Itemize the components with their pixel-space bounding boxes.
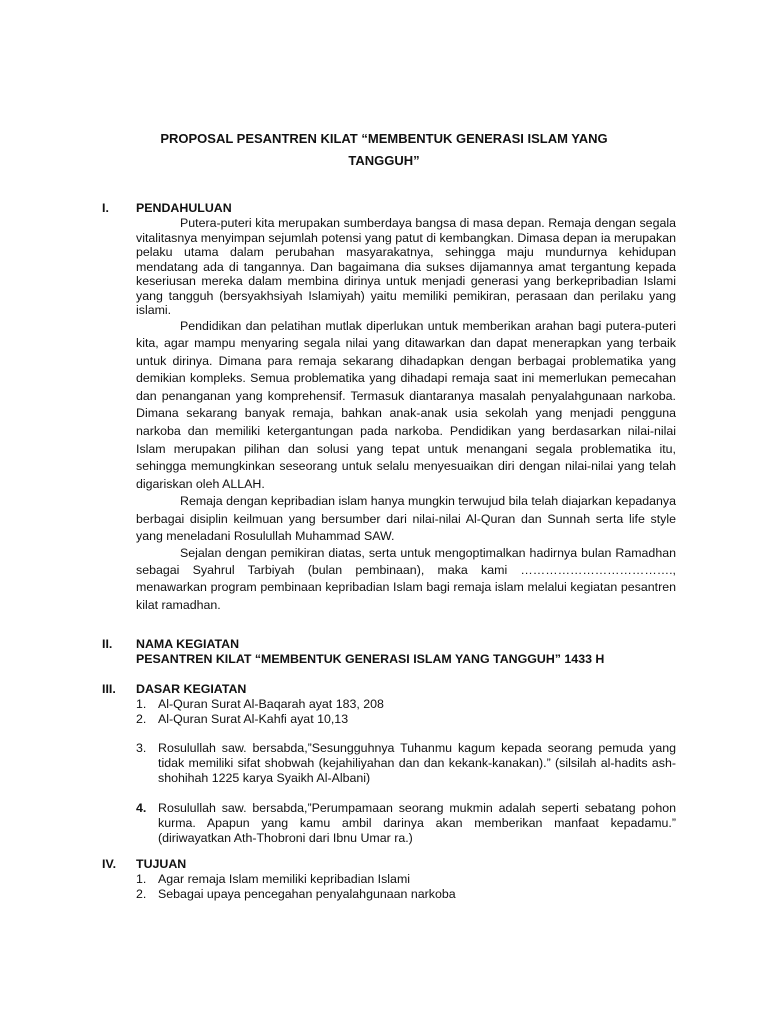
list-item (136, 741, 676, 786)
section-heading: PENDAHULUAN (136, 201, 232, 215)
section-heading: NAMA KEGIATAN (136, 637, 240, 651)
list-number: 1. (136, 872, 147, 886)
section-body (136, 201, 676, 614)
list-text: Agar remaja Islam memiliki kepribadian Islami (158, 872, 411, 886)
event-name: PESANTREN KILAT “MEMBENTUK GENERASI ISLAM YANG TANGGUH” 1433 H (136, 652, 605, 666)
list-text: Rosulullah saw. bersabda,”Sesungguhnya Tuhanmu kagum kepada seorang pemuda yang tidak memiliki sifat shobwah (kejahiliyahan dan dan kekank-kanakan).” (silsilah al-hadits ash-shohihah 1225 karya Syaikh Al-Albani) (158, 741, 676, 785)
paragraph-4: Sejalan dengan pemikiran diatas, serta untuk mengoptimalkan hadirnya bulan Ramadhan sebagai Syahrul Tarbiyah (bulan pembinaan), maka kami ………………………………., menawarkan program pembinaan kepribadian Islam bagi remaja islam melalui kegiatan pesantren kilat ramadhan. (136, 546, 676, 612)
section-numeral: III. (102, 682, 116, 696)
paragraph-1: Putera-puteri kita merupakan sumberdaya bangsa di masa depan. Remaja dengan segala vitalitasnya menyimpan sejumlah potensi yang patut di kembangkan. Dimasa depan ia merupakan pelaku utama dalam perubahan masyarakatnya, sehingga maju mundurnya kehidupan mendatang ada di tangannya. Dan bagaimana dia sukses dijamannya amat tergantung kepada keseriusan mereka dalam membina dirinya untuk menjadi generasi yang berkepribadian Islami yang tangguh (bersyakhsiyah Islamiyah) yaitu memiliki pemikiran, perasaan dan perilaku yang islami. (136, 216, 676, 317)
list-text: Al-Quran Surat Al-Kahfi ayat 10,13 (158, 712, 349, 726)
section-heading: TUJUAN (136, 857, 187, 871)
list-item (136, 801, 676, 846)
list-item (136, 887, 676, 902)
list-item (136, 872, 676, 887)
section-body (136, 682, 676, 846)
paragraph-3: Remaja dengan kepribadian islam hanya mungkin terwujud bila telah diajarkan kepadanya berbagai disiplin keilmuan yang bersumber dari nilai-nilai Al-Quran dan Sunnah serta life style yang meneladani Rosulullah Muhammad SAW. (136, 494, 676, 543)
list-item (136, 697, 676, 712)
paragraph-2: Pendidikan dan pelatihan mutlak diperlukan untuk memberikan arahan bagi putera-puteri kita, agar mampu menyaring segala nilai yang ditawarkan dan dapat menerapkan yang terbaik untuk dirinya. Dimana para remaja sekarang dihadapkan dengan berbagai problematika yang demikian kompleks. Semua problematika yang dihadapi remaja saat ini memerlukan pemecahan dan penanganan yang komprehensif. Termasuk diantaranya masalah penyalahgunaan narkoba. Dimana sekarang banyak remaja, bahkan anak-anak usia sekolah yang menjadi pengguna narkoba dan memiliki ketergantungan pada narkoba. Pendidikan yang berdasarkan nilai-nilai Islam merupakan pilihan dan solusi yang tepat untuk menangani segala problematika itu, sehingga memungkinkan seseorang untuk selalu menyesuaikan diri dengan nilai-nilai yang telah digariskan oleh ALLAH. (136, 318, 676, 491)
list-text: Rosulullah saw. bersabda,”Perumpamaan seorang mukmin adalah seperti sebatang pohon kurma. Apapun yang kamu ambil darinya akan memberikan manfaat kepadamu.” (diriwayatkan Ath-Thobroni dari Ibnu Umar ra.) (158, 801, 676, 845)
list-number: 4. (136, 801, 147, 815)
list-number: 1. (136, 697, 147, 711)
list-number: 2. (136, 712, 147, 726)
section-body (136, 637, 676, 667)
list-text: Sebagai upaya pencegahan penyalahgunaan narkoba (158, 887, 456, 901)
document-title (100, 128, 668, 172)
title-line-2: TANGGUH” (348, 153, 420, 168)
list-item (136, 712, 676, 727)
title-line-1: PROPOSAL PESANTREN KILAT “MEMBENTUK GENERASI ISLAM YANG (160, 131, 608, 146)
section-numeral: I. (102, 201, 109, 215)
section-numeral: IV. (102, 857, 117, 871)
section-body (136, 857, 676, 902)
section-numeral: II. (102, 637, 113, 651)
list-text: Al-Quran Surat Al-Baqarah ayat 183, 208 (158, 697, 384, 711)
basis-list (136, 697, 676, 846)
section-heading: DASAR KEGIATAN (136, 682, 247, 696)
list-number: 2. (136, 887, 147, 901)
goals-list (136, 872, 676, 902)
list-number: 3. (136, 741, 147, 755)
